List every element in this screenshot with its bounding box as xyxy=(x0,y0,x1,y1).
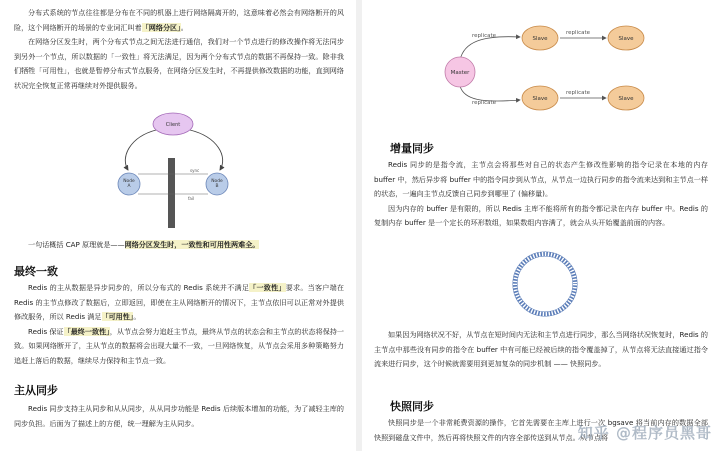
heading-incremental-sync: 增量同步 xyxy=(390,142,434,155)
highlight-consistency: 「一致性」 xyxy=(249,283,286,292)
para-text: 分布式系统的节点往往都是分布在不同的机器上进行网络隔离开的，这意味着必然会有网络断开的风险，这个网络断开的场景的专业词汇叫着 xyxy=(14,8,344,32)
client-to-a-arrow xyxy=(125,130,156,170)
para3-text-c: 。 xyxy=(133,312,141,322)
master-label: Master xyxy=(450,70,470,76)
snapshot-sync-paragraph: 快照同步是一个非常耗费资源的操作，它首先需要在主库上进行一次 bgsave 将当前内存的数据全部快照到磁盘文件中，然后再将快照文件的内容全部传送到从节点。从节点将 xyxy=(374,418,708,442)
highlight-availability: 「可用性」 xyxy=(101,312,134,322)
cap-summary xyxy=(14,238,344,253)
para3-text-a: Redis 的主从数据是异步同步的，所以分布式的 Redis 系统并不满足 xyxy=(28,283,250,292)
partition-wall xyxy=(168,158,175,228)
heading-eventual-consistency: 最终一致 xyxy=(14,265,58,278)
client-label: Client xyxy=(165,122,181,128)
network-recovery-paragraph: 如果因为网络状况不好，从节点在短时间内无法和主节点进行同步，那么当网络状况恢复时，Redis 的主节点中那些没有同步的指令在 buffer 中有可能已经被后续的指令覆盖掉了，从节点将无法直接通过指令流来进行同步，这个时候就需要用到更加复杂的同步机制 —— 快照同步。 xyxy=(374,330,708,369)
cap-summary-highlight: 网络分区发生时，一致性和可用性两难全。 xyxy=(124,240,260,249)
heading-snapshot-sync: 快照同步 xyxy=(390,400,434,413)
watermark: 知乎 @程序员黑哥 xyxy=(577,424,712,442)
partition-consequence-paragraph: 在网络分区发生时，两个分布式节点之间无法进行通信，我们对一个节点进行的修改操作将无法同步到另外一个节点，所以数据的「一致性」将无法满足，因为两个分布式节点的数据不再保持一致。除非我们牺牲「可用性」，也就是暂停分布式节点服务，在网络分区发生时，不再提供修改数据的功能，直到网络状况完全恢复正常再继续对外提供服务。 xyxy=(14,37,344,90)
node-b-label: Node B xyxy=(211,179,223,189)
para4-text-b: ，从节点会努力追赶主节点，最终从节点的状态会和主节点的状态将保持一致。如果网络断开了，主从节点的数据将会出现大量不一致，一旦网络恢复，从节点会采用多种策略努力追赶上落后的数据，继续尽力保持和主节点一致。 xyxy=(14,326,344,365)
replicate-label-3: replicate xyxy=(566,30,591,36)
left-page xyxy=(0,0,357,451)
highlight-network-partition: 「网络分区」 xyxy=(141,22,181,32)
cap-diagram xyxy=(100,112,250,230)
replicate-arrow-bottom xyxy=(460,86,520,101)
highlight-eventual-consistency: 「最终一致性」 xyxy=(63,326,110,336)
para3-text-b: 要求。当客户端在 Redis 的主节点修改了数据后，立即返回，即使在主从网络断开的情况下，主节点依旧可以正常对外提供修改服务，所以 Redis 满足 xyxy=(14,283,345,322)
sync-label: sync xyxy=(190,168,200,173)
slave-label-3: Slave xyxy=(618,36,634,42)
replicate-label-2: replicate xyxy=(472,100,497,106)
slave-label-1: Slave xyxy=(532,36,548,42)
para-end: 。 xyxy=(180,22,188,32)
client-to-b-arrow xyxy=(190,130,223,170)
slave-label-2: Slave xyxy=(532,96,548,102)
ring-buffer-diagram xyxy=(509,248,581,320)
master-slave-section xyxy=(14,402,344,431)
master-slave-paragraph: Redis 同步支持主从同步和从从同步，从从同步功能是 Redis 后续版本增加的功能，为了减轻主库的同步负担。后面为了描述上的方便，统一理解为主从同步。 xyxy=(14,404,344,428)
network-recovery-section xyxy=(374,328,708,372)
replicate-label-4: replicate xyxy=(566,90,591,96)
replication-diagram xyxy=(442,20,682,120)
para4-text-a: Redis 保证 xyxy=(28,326,64,336)
incremental-sync-paragraph: Redis 同步的是指令流，主节点会将那些对自己的状态产生修改性影响的指令记录在本地的内存 buffer 中，然后异步将 buffer 中的指令同步到从节点，从节点一边执行同步的指令流来达到和主节点一样的状态，一遍向主节点反馈自己同步到哪里了 (偏移量)。 xyxy=(374,160,708,199)
heading-master-slave-sync: 主从同步 xyxy=(14,384,58,397)
right-page xyxy=(362,0,720,451)
buffer-paragraph: 因为内存的 buffer 是有限的，所以 Redis 主库不能将所有的指令都记录在内存 buffer 中。Redis 的复制内存 buffer 是一个定长的环形数组，如果数组内容满了，就会从头开始覆盖前面的内容。 xyxy=(374,203,708,228)
eventual-consistency-section xyxy=(14,281,344,369)
partition-paragraph xyxy=(14,6,344,94)
replicate-label-1: replicate xyxy=(472,33,497,39)
slave-label-4: Slave xyxy=(618,96,634,102)
fail-label: fail xyxy=(188,196,195,201)
incremental-sync-section xyxy=(374,158,708,231)
cap-summary-text: 一句话概括 CAP 原理就是—— xyxy=(28,240,125,249)
node-a-label: Node A xyxy=(123,179,135,189)
replicate-arrow-top xyxy=(460,37,520,60)
